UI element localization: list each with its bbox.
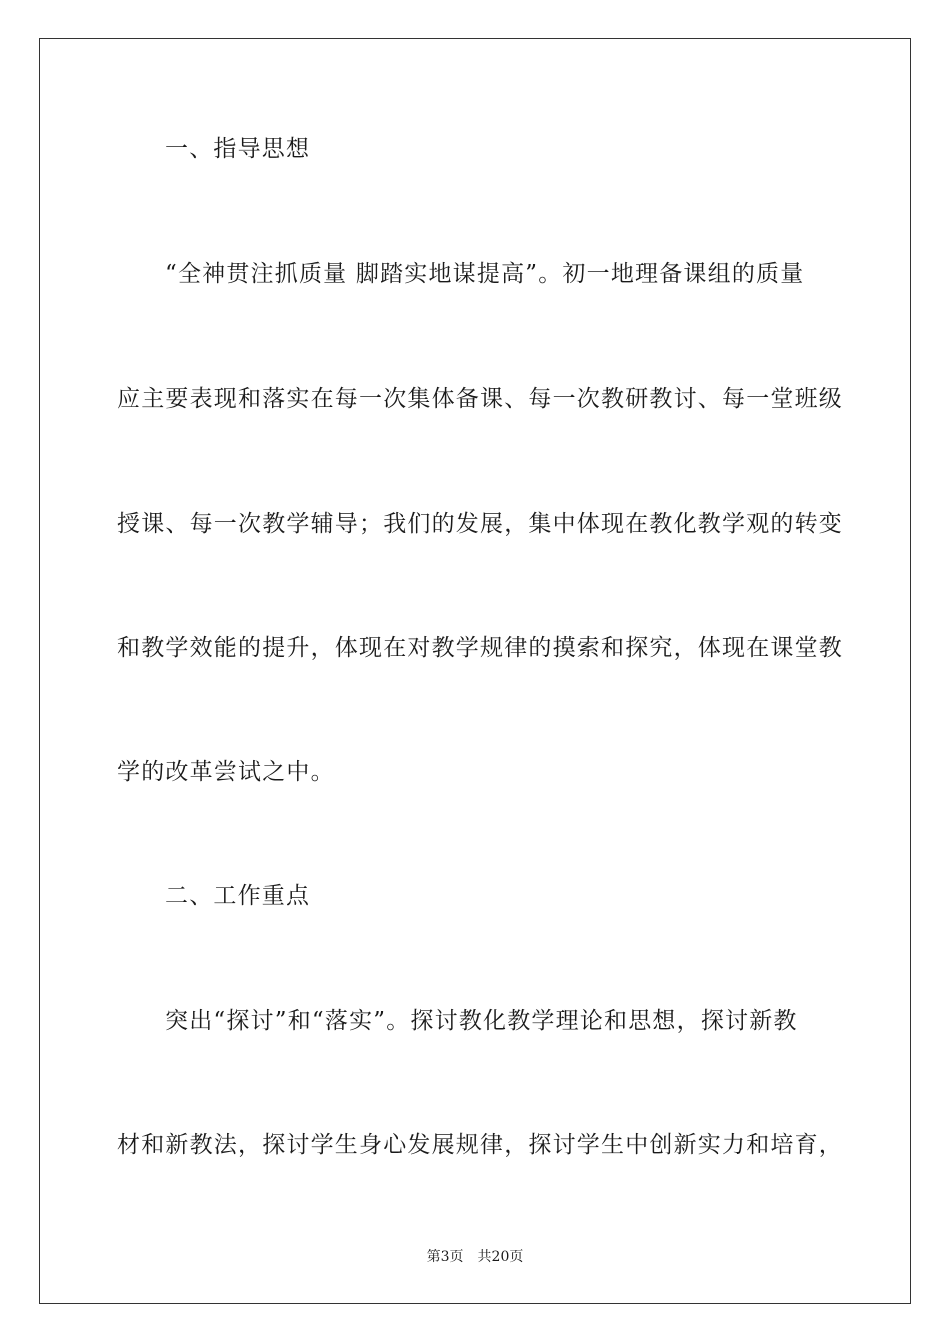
paragraph-line: “全神贯注抓质量 脚踏实地谋提高”。初一地理备课组的质量 bbox=[165, 261, 805, 287]
paragraph-line: 应主要表现和落实在每一次集体备课、每一次教研教讨、每一堂班级 bbox=[117, 386, 843, 412]
paragraph-line: 授课、每一次教学辅导；我们的发展，集中体现在教化教学观的转变 bbox=[117, 511, 843, 537]
paragraph-line: 和教学效能的提升，体现在对教学规律的摸索和探究，体现在课堂教 bbox=[117, 635, 843, 661]
section-heading-guiding-ideology: 一、指导思想 bbox=[165, 136, 311, 162]
total-pages-label: 共20页 bbox=[477, 1249, 524, 1265]
section-heading-work-focus: 二、工作重点 bbox=[165, 883, 311, 909]
paragraph-line: 突出“探讨”和“落实”。探讨教化教学理论和思想，探讨新教 bbox=[165, 1008, 798, 1034]
paragraph-line: 学的改革尝试之中。 bbox=[117, 759, 335, 785]
page-frame bbox=[39, 38, 911, 1304]
paragraph-line: 材和新教法，探讨学生身心发展规律，探讨学生中创新实力和培育， bbox=[117, 1132, 843, 1158]
current-page-label: 第3页 bbox=[426, 1249, 464, 1265]
page-footer bbox=[0, 1248, 950, 1266]
